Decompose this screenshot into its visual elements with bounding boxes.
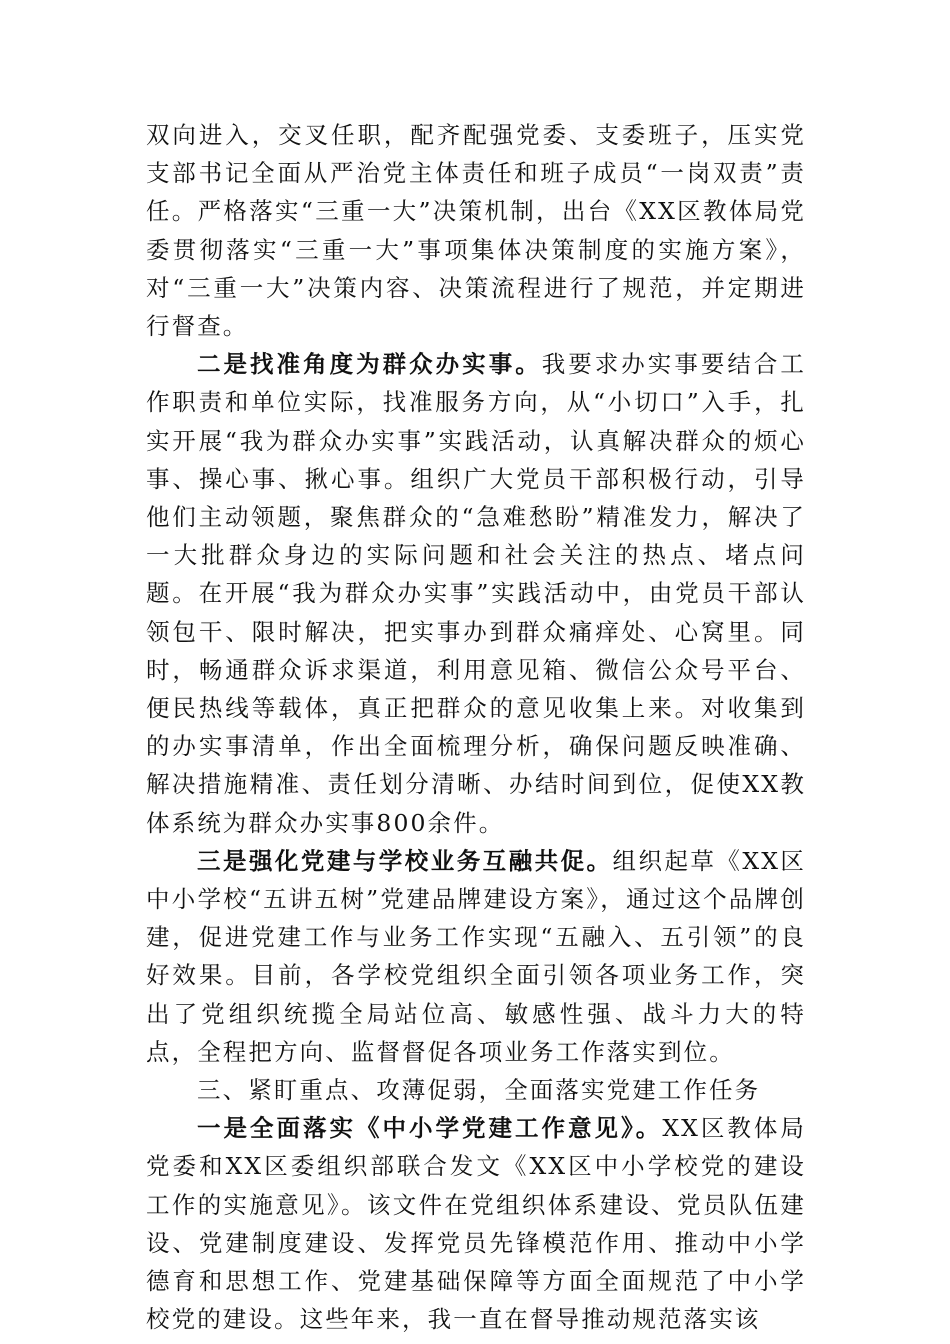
section-heading-text: 三、紧盯重点、攻薄促弱，全面落实党建工作任务 [197, 1076, 761, 1105]
document-body [146, 116, 806, 1339]
paragraph-implement-opinions [146, 1109, 806, 1338]
section-heading [146, 1071, 806, 1109]
paragraph-lead: 一是全面落实《中小学党建工作意见》。 [197, 1114, 663, 1143]
paragraph-lead: 二是找准角度为群众办实事。 [197, 350, 542, 379]
paragraph-text: 我要求办实事要结合工作职责和单位实际，找准服务方向，从“小切口”入手，扎实开展“我为群众办实事”实践活动，认真解决群众的烦心事、操心事、揪心事。组织广大党员干部积极行动，引导他们主动领题，聚焦群众的“急难愁盼”精准发力，解决了一大批群众身边的实际问题和社会关注的热点、堵点问题。在开展“我为群众办实事”实践活动中，由党员干部认领包干、限时解决，把实事办到群众痛痒处、心窝里。同时，畅通群众诉求渠道，利用意见箱、微信公众号平台、便民热线等载体，真正把群众的意见收集上来。对收集到的办实事清单，作出全面梳理分析，确保问题反映准确、解决措施精准、责任划分清晰、办结时间到位，促使XX教体系统为群众办实事800余件。 [146, 350, 806, 837]
paragraph-text: 双向进入，交叉任职，配齐配强党委、支委班子，压实党支部书记全面从严治党主体责任和班子成员“一岗双责”责任。严格落实“三重一大”决策机制，出台《XX区教体局党委贯彻落实“三重一大”事项集体决策制度的实施方案》，对“三重一大”决策内容、决策流程进行了规范，并定期进行督查。 [146, 121, 806, 341]
paragraph-lead: 三是强化党建与学校业务互融共促。 [197, 846, 613, 875]
paragraph-party-school-integration [146, 842, 806, 1071]
paragraph-continued [146, 116, 806, 345]
paragraph-text: XX区教体局党委和XX区委组织部联合发文《XX区中小学校党的建设工作的实施意见》。该文件在党组织体系建设、党员队伍建设、党建制度建设、发挥党员先锋模范作用、推动中小学德育和思想工作、党建基础保障等方面全面规范了中小学校党的建设。这些年来，我一直在督导推动规范落实该 [146, 1114, 806, 1334]
paragraph-serve-people [146, 345, 806, 842]
paragraph-text: 组织起草《XX区中小学校“五讲五树”党建品牌建设方案》，通过这个品牌创建，促进党建工作与业务工作实现“五融入、五引领”的良好效果。目前，各学校党组织全面引领各项业务工作，突出了党组织统揽全局站位高、敏感性强、战斗力大的特点，全程把方向、监督督促各项业务工作落实到位。 [146, 846, 806, 1066]
